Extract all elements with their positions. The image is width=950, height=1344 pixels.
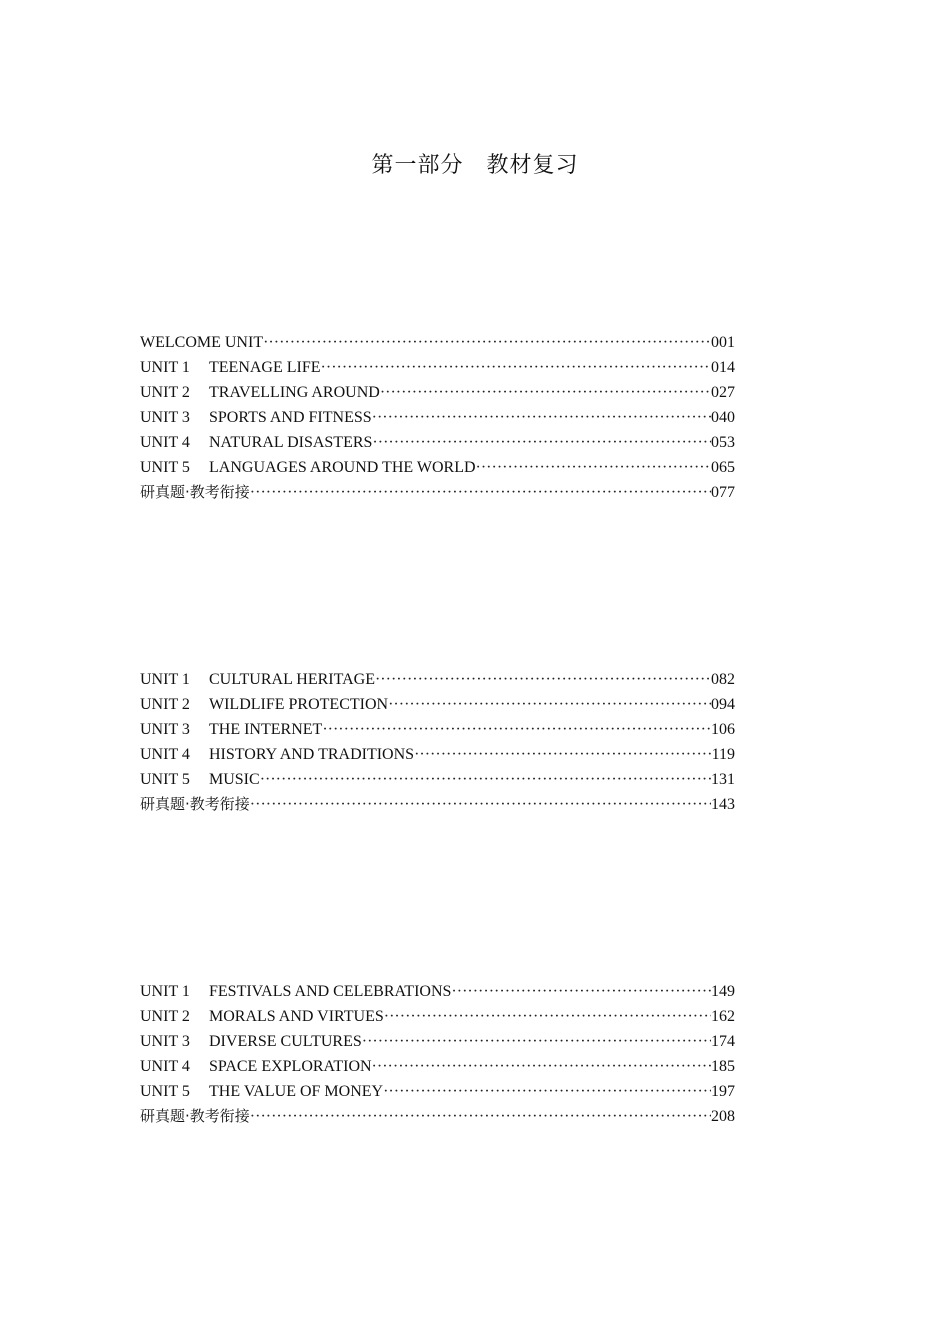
toc-entry-title: MUSIC	[209, 771, 260, 788]
dot-leader	[476, 455, 711, 480]
dot-leader	[263, 330, 711, 355]
toc-unit-label: UNIT 1	[140, 671, 190, 688]
toc-unit-label: UNIT 1	[140, 359, 190, 376]
toc-unit-label: UNIT 5	[140, 1083, 190, 1100]
toc-entry	[140, 1029, 735, 1054]
toc-page-number: 162	[711, 1008, 735, 1025]
toc-unit-label: UNIT 4	[140, 434, 190, 451]
toc-page-number: 106	[711, 721, 735, 738]
toc-unit-label: UNIT 3	[140, 721, 190, 738]
toc-unit-label: UNIT 5	[140, 459, 190, 476]
toc-entry	[140, 717, 735, 742]
toc-entry	[140, 792, 735, 817]
toc-unit-label: UNIT 3	[140, 1033, 190, 1050]
toc-page-number: 001	[711, 334, 735, 351]
toc-page-number: 149	[711, 983, 735, 1000]
dot-leader	[414, 742, 712, 767]
toc-entry-title: MORALS AND VIRTUES	[209, 1008, 384, 1025]
toc-unit-label: UNIT 1	[140, 983, 190, 1000]
dot-leader	[250, 1104, 711, 1129]
toc-entry	[140, 1104, 735, 1129]
dot-leader	[372, 430, 711, 455]
toc-entry-title: TEENAGE LIFE	[209, 359, 321, 376]
toc-entry-title: NATURAL DISASTERS	[209, 434, 373, 451]
toc-page-number: 208	[711, 1108, 735, 1125]
dot-leader	[321, 355, 711, 380]
toc-entry	[140, 455, 735, 480]
toc-entry	[140, 355, 735, 380]
dot-leader	[260, 767, 711, 792]
dot-leader	[372, 1054, 711, 1079]
toc-entry	[140, 979, 735, 1004]
toc-entry-title: SPACE EXPLORATION	[209, 1058, 372, 1075]
toc-entry-title: LANGUAGES AROUND THE WORLD	[209, 459, 476, 476]
dot-leader	[372, 405, 711, 430]
dot-leader	[375, 667, 711, 692]
toc-page-number: 082	[711, 671, 735, 688]
toc-entry	[140, 742, 735, 767]
toc-entry-title: HISTORY AND TRADITIONS	[209, 746, 415, 763]
toc-entry-title: TRAVELLING AROUND	[209, 384, 380, 401]
toc-entry	[140, 1054, 735, 1079]
page-title: 第一部分 教材复习	[371, 153, 579, 178]
toc-entry-title: THE INTERNET	[209, 721, 323, 738]
toc-entry	[140, 430, 735, 455]
toc-unit-label: UNIT 2	[140, 384, 190, 401]
toc-entry-title: WELCOME UNIT	[140, 334, 264, 351]
toc-unit-label: UNIT 3	[140, 409, 190, 426]
toc-page-number: 143	[711, 796, 735, 813]
dot-leader	[250, 792, 711, 817]
toc-entry-title: THE VALUE OF MONEY	[209, 1083, 384, 1100]
toc-entry-title: 研真题·教考衔接	[140, 1107, 250, 1125]
toc-unit-label: UNIT 5	[140, 771, 190, 788]
toc-page-number: 094	[711, 696, 735, 713]
toc-entry	[140, 692, 735, 717]
toc-entry-title: CULTURAL HERITAGE	[209, 671, 375, 688]
dot-leader	[388, 692, 711, 717]
toc-page-number: 077	[711, 484, 735, 501]
toc-page-number: 174	[711, 1033, 735, 1050]
toc-unit-label: UNIT 2	[140, 1008, 190, 1025]
dot-leader	[383, 1079, 711, 1104]
toc-page-number: 053	[711, 434, 735, 451]
toc-unit-label: UNIT 4	[140, 1058, 190, 1075]
dot-leader	[250, 480, 711, 505]
dot-leader	[384, 1004, 711, 1029]
toc-page-number: 185	[711, 1058, 735, 1075]
toc-section-2	[140, 667, 735, 817]
toc-entry	[140, 667, 735, 692]
toc-entry	[140, 380, 735, 405]
toc-entry-title: FESTIVALS AND CELEBRATIONS	[209, 983, 452, 1000]
toc-entry	[140, 1004, 735, 1029]
toc-entry-title: WILDLIFE PROTECTION	[209, 696, 389, 713]
toc-section-3	[140, 979, 735, 1129]
dot-leader	[380, 380, 711, 405]
toc-page-number: 131	[711, 771, 735, 788]
dot-leader	[322, 717, 711, 742]
toc-page-number: 027	[711, 384, 735, 401]
toc-unit-label: UNIT 4	[140, 746, 190, 763]
toc-entry	[140, 480, 735, 505]
toc-entry	[140, 1079, 735, 1104]
toc-entry	[140, 330, 735, 355]
toc-entry-title: SPORTS AND FITNESS	[209, 409, 372, 426]
toc-page-number: 040	[711, 409, 735, 426]
toc-entry	[140, 767, 735, 792]
toc-page-number: 119	[711, 746, 735, 763]
toc-entry-title: 研真题·教考衔接	[140, 483, 250, 501]
toc-entry-title: DIVERSE CULTURES	[209, 1033, 362, 1050]
dot-leader	[362, 1029, 711, 1054]
toc-entry-title: 研真题·教考衔接	[140, 795, 250, 813]
dot-leader	[451, 979, 711, 1004]
toc-unit-label: UNIT 2	[140, 696, 190, 713]
toc-page-number: 014	[711, 359, 735, 376]
toc-page-number: 065	[711, 459, 735, 476]
toc-page-number: 197	[711, 1083, 735, 1100]
toc-section-1	[140, 330, 735, 505]
toc-entry	[140, 405, 735, 430]
